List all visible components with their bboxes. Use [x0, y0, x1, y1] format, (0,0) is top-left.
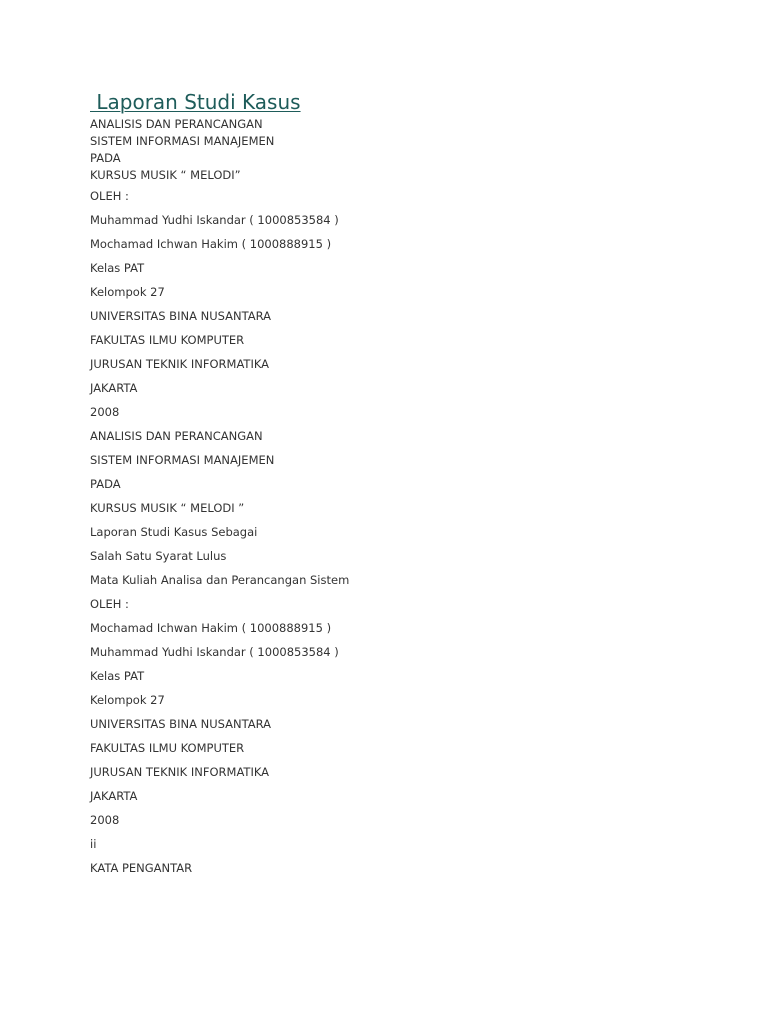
paragraph: PADA [90, 477, 121, 491]
paragraph: Muhammad Yudhi Iskandar ( 1000853584 ) [90, 213, 339, 227]
document-title-link[interactable]: Laporan Studi Kasus [90, 90, 301, 114]
header-line: ANALISIS DAN PERANCANGAN [90, 117, 263, 131]
paragraph: OLEH : [90, 597, 129, 611]
paragraph: Mochamad Ichwan Hakim ( 1000888915 ) [90, 237, 332, 251]
paragraph: Salah Satu Syarat Lulus [90, 549, 227, 563]
paragraph: ii [90, 837, 97, 851]
paragraph: JURUSAN TEKNIK INFORMATIKA [90, 765, 270, 779]
paragraph: FAKULTAS ILMU KOMPUTER [90, 741, 245, 755]
paragraph: JAKARTA [90, 381, 138, 395]
paragraph: KURSUS MUSIK “ MELODI ” [90, 501, 245, 515]
paragraph-list [90, 184, 730, 880]
paragraph: UNIVERSITAS BINA NUSANTARA [90, 717, 271, 731]
paragraph: OLEH : [90, 189, 129, 203]
paragraph: Muhammad Yudhi Iskandar ( 1000853584 ) [90, 645, 339, 659]
paragraph: UNIVERSITAS BINA NUSANTARA [90, 309, 271, 323]
paragraph: 2008 [90, 405, 120, 419]
paragraph: Mata Kuliah Analisa dan Perancangan Sistem [90, 573, 350, 587]
paragraph: Mochamad Ichwan Hakim ( 1000888915 ) [90, 621, 332, 635]
paragraph: ANALISIS DAN PERANCANGAN [90, 429, 263, 443]
document-body [90, 116, 730, 880]
paragraph: Laporan Studi Kasus Sebagai [90, 525, 258, 539]
paragraph: Kelompok 27 [90, 285, 165, 299]
header-line: PADA [90, 151, 121, 165]
paragraph: Kelompok 27 [90, 693, 165, 707]
header-block [90, 116, 730, 184]
paragraph: Kelas PAT [90, 261, 145, 275]
paragraph: 2008 [90, 813, 120, 827]
paragraph: JURUSAN TEKNIK INFORMATIKA [90, 357, 270, 371]
paragraph: KATA PENGANTAR [90, 861, 193, 875]
paragraph: JAKARTA [90, 789, 138, 803]
paragraph: FAKULTAS ILMU KOMPUTER [90, 333, 245, 347]
paragraph: SISTEM INFORMASI MANAJEMEN [90, 453, 275, 467]
paragraph: Kelas PAT [90, 669, 145, 683]
header-line: KURSUS MUSIK “ MELODI” [90, 168, 241, 182]
header-line: SISTEM INFORMASI MANAJEMEN [90, 134, 275, 148]
